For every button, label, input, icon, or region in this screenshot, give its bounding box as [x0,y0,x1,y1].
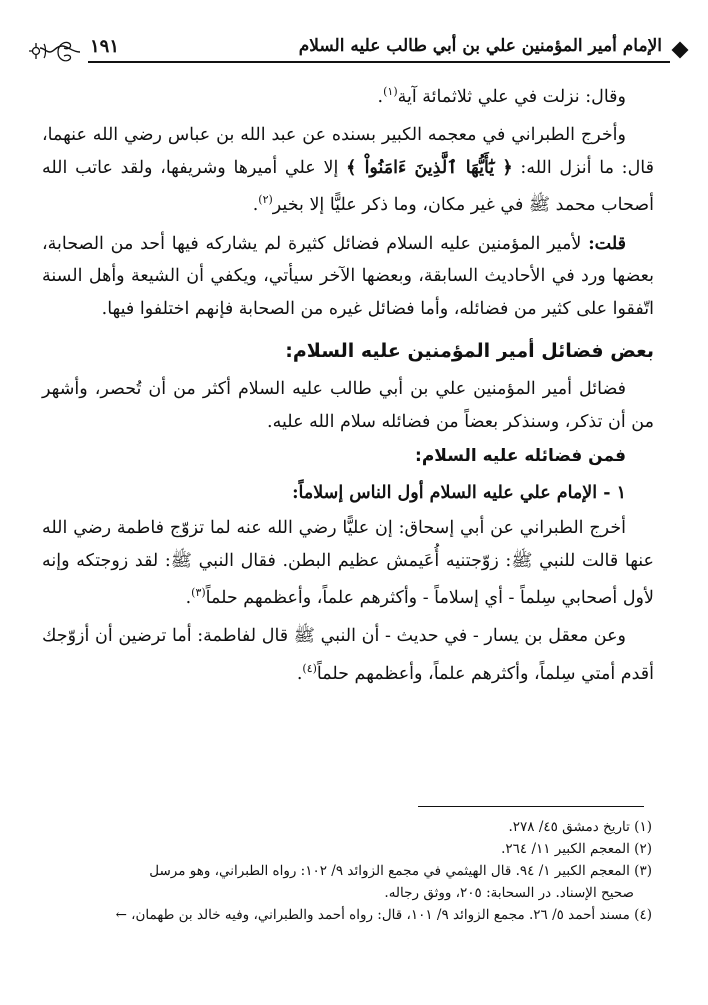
paragraph-5: أخرج الطبراني عن أبي إسحاق: إن عليًّا رضي الله عنه لما تزوّج فاطمة رضي الله عنها قالت للنبي ﷺ: زوّجتنيه أُعَيمش عظيم البطن. فقال النبي ﷺ: لقد زوجتكه وإنه لأول أصحابي سِلماً - أي إسلاماً - وأكثرهم علماً، وأعظمهم حلماً$^{(٣)}$. [42,518,654,608]
paragraph-1: وقال: نزلت في علي ثلاثمائة آية$^{(١)}$. [377,85,626,107]
paragraph-text: وقال: نزلت في علي ثلاثمائة آية [397,86,626,107]
footnote-separator [418,806,644,807]
paragraph-text: فضائل أمير المؤمنين علي بن أبي طالب عليه السلام أكثر من أن تُحصر، وأشهر من أن تذكر، وسنذكر بعضاً من فضائله سلام الله عليه. [42,379,654,432]
paragraph-text: وعن معقل بن يسار - في حديث - أن النبي ﷺ قال لفاطمة: أما ترضين أن أزوّجك أقدم أمتي سِلماً، وأكثرهم علماً، وأعظمهم حلماً [42,626,654,684]
paragraph-3 [42,228,654,326]
diamond-icon [672,42,689,59]
label-qult: قلت: [588,233,626,254]
page-header [28,34,688,64]
footnote-2: (٢) المعجم الكبير ١١/ ٢٦٤. [501,841,652,857]
subheading: فمن فضائله عليه السلام: [415,446,626,467]
header-rule [88,61,670,63]
paragraph-text: أخرج الطبراني عن أبي إسحاق: إن عليًّا رضي الله عنه لما تزوّج فاطمة رضي الله عنها قالت للنبي ﷺ: زوّجتنيه أُعَيمش عظيم البطن. فقال النبي ﷺ: لقد زوجتكه وإنه لأول أصحابي سِلماً - أي إسلاماً - وأكثرهم علماً، وأعظمهم حلماً [42,518,654,608]
paragraph-text: قال: ما أنزل الله: [520,157,654,178]
footnote-4: (٤) مسند أحمد ٥/ ٢٦. مجمع الزوائد ٩/ ١٠١، قال: رواه أحمد والطبراني، وفيه خالد بن طهمان، ← [115,907,652,923]
footnote-1: (١) تاريخ دمشق ٤٥/ ٢٧٨. [508,819,652,835]
running-title: الإمام أمير المؤمنين علي بن أبي طالب عليه السلام [298,36,662,56]
paragraph-6: وعن معقل بن يسار - في حديث - أن النبي ﷺ قال لفاطمة: أما ترضين أن أزوّجك أقدم أمتي سِلماً، وأكثرهم علماً، وأعظمهم حلماً$^{(٤)}$. [42,626,654,684]
paragraph-text: إلا علي أميرها وشريفها، ولقد عاتب الله أصحاب محمد ﷺ في غير مكان، وما ذكر عليًّا إلا بخير [42,157,654,216]
page-number: ١٩١ [90,36,120,57]
quran-verse: ﴿ يَٰٓأَيُّهَا ٱلَّذِينَ ءَامَنُواْ ﴾ [346,157,513,178]
paragraph-text: لأمير المؤمنين عليه السلام فضائل كثيرة لم يشاركه فيها أحد من الصحابة، بعضها ورد في الأحاديث السابقة، وبعضها الآخر سيأتي، ويكفي أن الشيعة وأهل السنة اتّفقوا على كثير من فضائله، وأما فضائل غيره من الصحابة فإنهم اختلفوا فيها. [42,233,654,319]
footnote-ref: (٤) [302,661,317,675]
footnotes [96,816,652,926]
footnote-3-continued: صحيح الإسناد. در السحابة: ٢٠٥، ووثق رجاله. [384,885,634,901]
footnote-ref: (٢) [258,193,273,207]
section-heading: بعض فضائل أمير المؤمنين عليه السلام: [285,340,654,363]
paragraph-2: وأخرج الطبراني في معجمه الكبير بسنده عن عبد الله بن عباس رضي الله عنهما، قال: ما أنزل الله: ﴿ يَٰٓأَيُّهَا ٱلَّذِينَ ءَامَنُواْ ﴾ إلا علي أميرها وشريفها، ولقد عاتب الله أصحاب محمد ﷺ في غير مكان، وما ذكر عليًّا إلا بخير$^{(٢)}$. [42,125,654,216]
floral-ornament-icon [28,38,82,64]
item-title: ١ - الإمام علي عليه السلام أول الناس إسلاماً: [292,483,626,504]
paragraph-text: وأخرج الطبراني في معجمه الكبير بسنده عن عبد الله بن عباس رضي الله عنهما، [42,125,626,146]
footnote-ref: (١) [383,85,398,98]
main-text [42,76,654,690]
paragraph-4 [42,373,654,438]
footnote-3: (٣) المعجم الكبير ١/ ٩٤. قال الهيثمي في مجمع الزوائد ٩/ ١٠٢: رواه الطبراني، وهو مرسل [149,863,652,879]
footnote-ref: (٣) [191,586,206,600]
